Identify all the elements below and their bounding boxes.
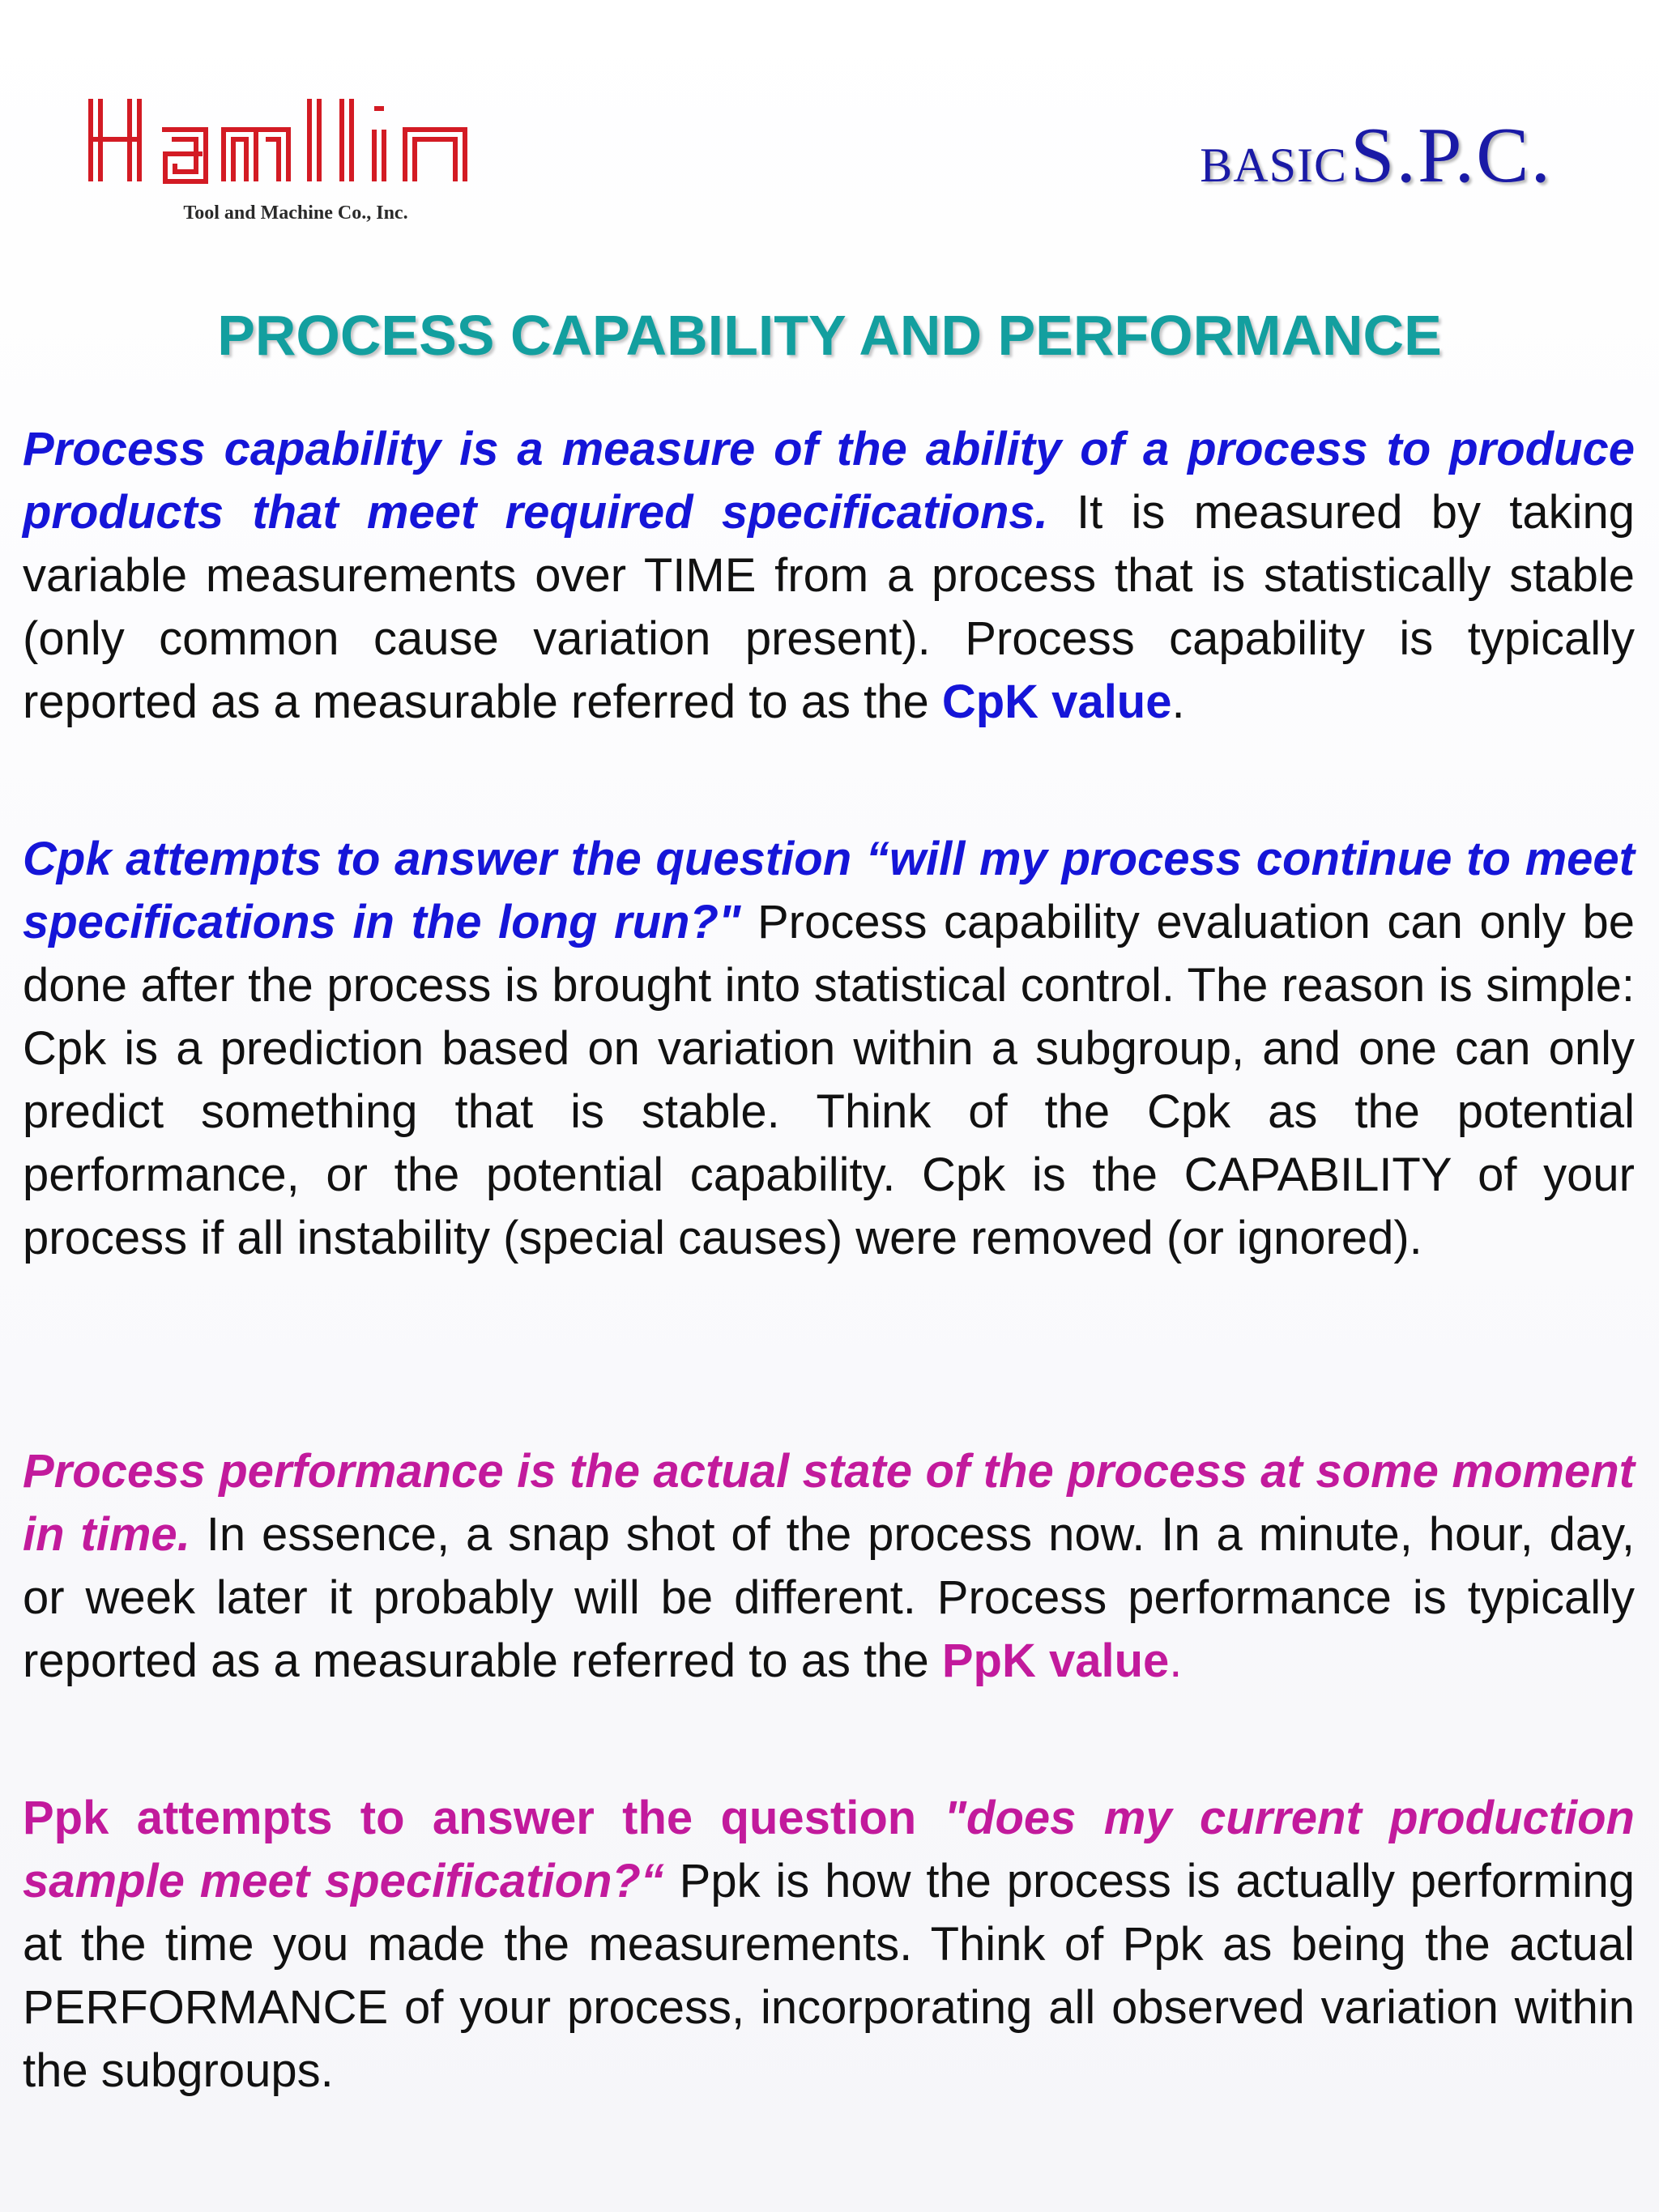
cpk-body: Process capability evaluation can only be done after the process is brought into statistical control. The reason is simple: Cpk is a prediction based on variation within a subgroup, and one can only predict something that is stable. Think of the Cpk as the potential performance, or the potential capability. Cpk is the CAPABILITY of your process if all instability (special causes) were removed (or ignored). <box>23 896 1635 1264</box>
capability-body: It is measured by taking variable measurements over TIME from a process that is statistically stable (only common cause variation present). Process capability is typically reported as a measurable referred to as the <box>23 486 1635 728</box>
basic-label: BASIC <box>1200 139 1347 192</box>
capability-end: . <box>1171 676 1185 728</box>
performance-definition: Process performance is the actual state of the process at some moment in time. <box>23 1445 1635 1561</box>
hamlin-logo <box>84 91 480 228</box>
cpk-value-term: CpK value <box>941 676 1172 728</box>
paragraph-cpk-question <box>23 828 1635 1270</box>
spc-label: S.P.C. <box>1350 112 1552 199</box>
performance-body: In essence, a snap shot of the process now. In a minute, hour, day, or week later it probably will be different. Process performance is typically reported as a measurable referred to as the <box>23 1508 1635 1687</box>
company-name: Tool and Machine Co., Inc. <box>183 202 408 224</box>
paragraph-process-performance <box>23 1440 1635 1693</box>
capability-definition: Process capability is a measure of the ability of a process to produce products that meet required specifications. <box>23 423 1635 539</box>
ppk-body: Ppk is how the process is actually performing at the time you made the measurements. Think of Ppk as being the actual PERFORMANCE of your process, incorporating all observed variation within the subgroups. <box>23 1855 1636 2097</box>
page-title: PROCESS CAPABILITY AND PERFORMANCE <box>217 304 1442 367</box>
ppk-question-lead: Ppk attempts to answer the question <box>23 1792 945 1844</box>
hamlin-wordmark-graphic <box>84 91 480 198</box>
paragraph-process-capability <box>23 418 1635 734</box>
cpk-question: Cpk attempts to answer the question “will my process continue to meet specifications in the long run?" <box>23 833 1635 948</box>
paragraph-ppk-question <box>23 1787 1635 2103</box>
basic-spc-heading <box>1200 110 1552 201</box>
performance-end: . <box>1169 1634 1183 1687</box>
ppk-question: "does my current production sample meet specification?“ <box>23 1792 1635 1907</box>
ppk-value-term: PpK value <box>941 1634 1170 1687</box>
